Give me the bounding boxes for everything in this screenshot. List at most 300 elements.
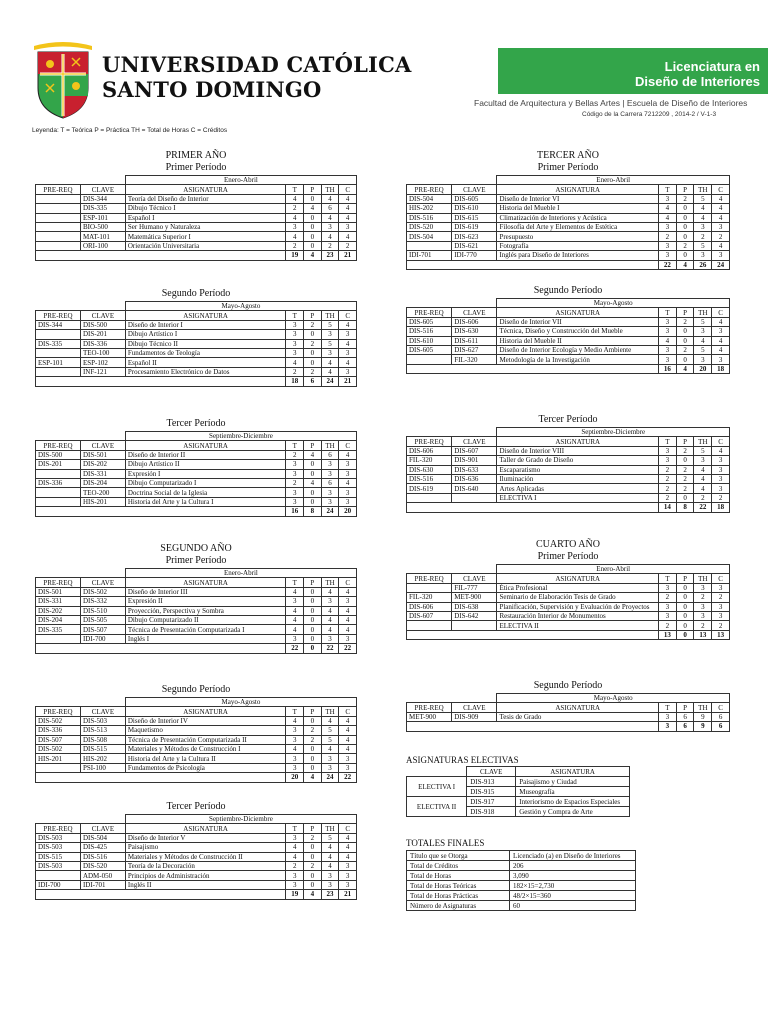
course-c: 3 xyxy=(712,456,730,465)
course-row xyxy=(36,194,357,203)
course-th: 3 xyxy=(694,583,712,592)
period-title: Segundo Período xyxy=(533,285,603,296)
course-clave xyxy=(452,621,497,630)
course-c: 4 xyxy=(339,852,357,861)
course-c: 4 xyxy=(339,339,357,348)
total-th: 9 xyxy=(694,722,712,731)
course-th: 3 xyxy=(694,456,712,465)
course-th: 3 xyxy=(321,871,339,880)
course-row xyxy=(36,330,357,339)
total-t: 22 xyxy=(658,260,676,269)
column-header-c: C xyxy=(339,707,357,716)
total-blank xyxy=(36,773,286,782)
total-th: 22 xyxy=(321,644,339,653)
total-p: 4 xyxy=(304,773,322,782)
course-c: 3 xyxy=(712,251,730,260)
totals-label: Total de Créditos xyxy=(407,861,510,871)
course-p: 0 xyxy=(304,716,322,725)
course-asignatura: Fundamentos de Psicología xyxy=(125,763,286,772)
course-p: 0 xyxy=(676,611,694,620)
course-row xyxy=(407,493,730,502)
total-th: 20 xyxy=(694,364,712,373)
course-row xyxy=(36,339,357,348)
total-t: 14 xyxy=(658,503,676,512)
column-header-th: TH xyxy=(321,824,339,833)
course-asignatura: Diseño de Interior III xyxy=(125,587,286,596)
course-t: 3 xyxy=(286,597,304,606)
course-prereq: DIS-516 xyxy=(407,327,452,336)
course-c: 4 xyxy=(339,194,357,203)
course-c: 4 xyxy=(339,615,357,624)
course-row xyxy=(407,611,730,620)
course-th: 3 xyxy=(694,251,712,260)
total-p: 0 xyxy=(304,644,322,653)
totals-row xyxy=(407,891,636,901)
total-t: 16 xyxy=(286,507,304,516)
course-asignatura: Orientación Universitaria xyxy=(125,241,286,250)
course-clave: DIS-515 xyxy=(80,744,125,753)
course-clave: DIS-636 xyxy=(452,474,497,483)
course-p: 0 xyxy=(304,460,322,469)
university-name xyxy=(102,52,411,102)
total-blank xyxy=(407,260,659,269)
course-asignatura: Matemática Superior I xyxy=(125,232,286,241)
course-prereq xyxy=(407,583,452,592)
course-c: 2 xyxy=(712,232,730,241)
blank-cell xyxy=(80,432,125,441)
course-c: 3 xyxy=(339,763,357,772)
faculty-line: Facultad de Arquitectura y Bellas Artes | Escuela de Diseño de Interiores xyxy=(474,98,748,108)
course-row xyxy=(36,597,357,606)
course-clave: DIS-909 xyxy=(452,712,497,721)
course-asignatura: Iluminación xyxy=(497,474,659,483)
period-months: Septiembre-Diciembre xyxy=(497,428,730,437)
block-y2-p3 xyxy=(35,801,357,900)
course-c: 3 xyxy=(339,488,357,497)
course-p: 0 xyxy=(676,456,694,465)
course-c: 4 xyxy=(339,744,357,753)
course-c: 4 xyxy=(339,478,357,487)
total-p: 4 xyxy=(304,251,322,260)
course-clave: DIS-633 xyxy=(452,465,497,474)
column-header-t: T xyxy=(658,703,676,712)
total-blank xyxy=(36,890,286,899)
totals-value: 182×15=2,730 xyxy=(510,881,636,891)
course-prereq: DIS-335 xyxy=(36,339,81,348)
course-prereq: DIS-630 xyxy=(407,465,452,474)
course-asignatura: Ética Profesional xyxy=(497,583,659,592)
column-header-t: T xyxy=(658,185,676,194)
course-th: 3 xyxy=(694,327,712,336)
course-clave: DIS-520 xyxy=(80,861,125,870)
course-th: 6 xyxy=(321,478,339,487)
column-header-clave: CLAVE xyxy=(80,578,125,587)
course-t: 3 xyxy=(658,446,676,455)
course-asignatura: Restauración Interior de Monumentos xyxy=(497,611,659,620)
course-asignatura: Historia del Mueble II xyxy=(497,336,659,345)
course-p: 2 xyxy=(676,194,694,203)
course-th: 4 xyxy=(694,204,712,213)
course-asignatura: Artes Aplicadas xyxy=(497,484,659,493)
total-c: 22 xyxy=(339,773,357,782)
total-th: 24 xyxy=(321,773,339,782)
course-p: 0 xyxy=(304,469,322,478)
course-c: 4 xyxy=(712,317,730,326)
course-p: 0 xyxy=(304,213,322,222)
totals-table xyxy=(406,850,636,911)
course-p: 0 xyxy=(676,602,694,611)
column-header-prereq: PRE-REQ xyxy=(407,185,452,194)
blank-cell xyxy=(452,176,497,185)
course-p: 0 xyxy=(676,593,694,602)
course-row xyxy=(36,634,357,643)
course-prereq: ESP-101 xyxy=(36,358,81,367)
course-t: 3 xyxy=(286,488,304,497)
course-t: 3 xyxy=(658,456,676,465)
course-clave: IDI-770 xyxy=(452,251,497,260)
course-p: 2 xyxy=(676,317,694,326)
course-p: 4 xyxy=(304,450,322,459)
course-prereq: HIS-201 xyxy=(36,754,81,763)
course-table xyxy=(406,427,730,513)
year-title: SEGUNDO AÑO xyxy=(160,543,232,554)
course-t: 3 xyxy=(286,833,304,842)
course-p: 0 xyxy=(304,358,322,367)
course-row xyxy=(36,587,357,596)
course-p: 2 xyxy=(676,446,694,455)
course-prereq: DIS-503 xyxy=(36,861,81,870)
course-prereq: DIS-336 xyxy=(36,478,81,487)
course-th: 4 xyxy=(321,232,339,241)
course-row xyxy=(407,345,730,354)
blank-cell xyxy=(407,565,452,574)
blank-cell xyxy=(407,299,452,308)
course-th: 6 xyxy=(321,450,339,459)
column-header-p: P xyxy=(304,824,322,833)
course-t: 3 xyxy=(658,345,676,354)
course-clave: DIS-611 xyxy=(452,336,497,345)
course-prereq xyxy=(407,241,452,250)
blank-cell xyxy=(80,698,125,707)
course-row xyxy=(407,336,730,345)
course-c: 4 xyxy=(712,345,730,354)
block-y1-p3 xyxy=(35,418,357,517)
course-asignatura: Presupuesto xyxy=(497,232,659,241)
course-asignatura: Diseño de Interior II xyxy=(125,450,286,459)
course-row xyxy=(36,615,357,624)
course-c: 3 xyxy=(339,634,357,643)
course-row xyxy=(36,488,357,497)
course-row xyxy=(36,241,357,250)
column-header-c: C xyxy=(712,308,730,317)
course-row xyxy=(407,213,730,222)
course-row xyxy=(407,602,730,611)
period-title: Tercer Período xyxy=(538,414,598,425)
total-t: 3 xyxy=(658,722,676,731)
course-p: 0 xyxy=(676,336,694,345)
course-row xyxy=(36,213,357,222)
electives-table xyxy=(406,766,630,817)
course-t: 3 xyxy=(658,355,676,364)
column-header-clave: CLAVE xyxy=(452,185,497,194)
course-clave: DIS-425 xyxy=(80,843,125,852)
course-prereq: DIS-335 xyxy=(36,625,81,634)
column-header-th: TH xyxy=(321,185,339,194)
course-th: 3 xyxy=(694,222,712,231)
course-th: 3 xyxy=(321,634,339,643)
elective-row xyxy=(407,797,630,807)
column-header-clave: CLAVE xyxy=(80,441,125,450)
course-t: 4 xyxy=(286,615,304,624)
totals-row xyxy=(407,861,636,871)
period-title: Primer Período xyxy=(537,162,599,173)
course-prereq: DIS-516 xyxy=(407,474,452,483)
course-row xyxy=(407,456,730,465)
course-row xyxy=(407,583,730,592)
course-asignatura: Dibujo Técnico I xyxy=(125,204,286,213)
total-c: 20 xyxy=(339,507,357,516)
course-t: 2 xyxy=(286,478,304,487)
course-p: 0 xyxy=(676,222,694,231)
course-asignatura: Técnica de Presentación Computarizada I xyxy=(125,625,286,634)
column-header-asignatura: ASIGNATURA xyxy=(125,311,286,320)
course-p: 0 xyxy=(676,493,694,502)
course-asignatura: Taller de Grado de Diseño xyxy=(497,456,659,465)
total-blank xyxy=(407,630,659,639)
course-c: 3 xyxy=(339,754,357,763)
elective-group-name: ELECTIVA II xyxy=(407,797,467,817)
column-header-prereq: PRE-REQ xyxy=(36,441,81,450)
course-row xyxy=(36,204,357,213)
course-asignatura: Inglés para Diseño de Interiores xyxy=(497,251,659,260)
column-header-asignatura: ASIGNATURA xyxy=(125,578,286,587)
course-c: 2 xyxy=(712,593,730,602)
totals-value: 3,090 xyxy=(510,871,636,881)
total-t: 22 xyxy=(286,644,304,653)
university-name-line2: SANTO DOMINGO xyxy=(102,77,322,102)
course-t: 2 xyxy=(286,450,304,459)
course-clave: TEO-200 xyxy=(80,488,125,497)
course-t: 3 xyxy=(286,469,304,478)
course-prereq: DIS-605 xyxy=(407,345,452,354)
course-p: 0 xyxy=(304,587,322,596)
course-row xyxy=(36,497,357,506)
course-asignatura: Técnica de Presentación Computarizada II xyxy=(125,735,286,744)
course-row xyxy=(36,763,357,772)
course-t: 3 xyxy=(658,194,676,203)
course-t: 3 xyxy=(286,339,304,348)
column-header-clave: CLAVE xyxy=(80,185,125,194)
period-months: Septiembre-Diciembre xyxy=(125,432,356,441)
course-table xyxy=(406,298,730,374)
total-c: 13 xyxy=(712,630,730,639)
course-th: 3 xyxy=(321,222,339,231)
course-asignatura: Expresión II xyxy=(125,597,286,606)
course-prereq: DIS-507 xyxy=(36,735,81,744)
column-header-c: C xyxy=(712,574,730,583)
course-p: 2 xyxy=(304,861,322,870)
course-clave: DIS-508 xyxy=(80,735,125,744)
course-row xyxy=(407,474,730,483)
course-th: 5 xyxy=(321,726,339,735)
course-th: 4 xyxy=(694,336,712,345)
course-row xyxy=(36,871,357,880)
course-asignatura: Historia del Arte y la Cultura II xyxy=(125,754,286,763)
course-row xyxy=(36,222,357,231)
course-c: 4 xyxy=(339,843,357,852)
career-code: Código de la Carrera 7212209 , 2014-2 / V-1-3 xyxy=(582,111,717,118)
course-row xyxy=(36,232,357,241)
course-clave: IDI-701 xyxy=(80,880,125,889)
course-c: 3 xyxy=(712,465,730,474)
total-p: 4 xyxy=(676,260,694,269)
course-th: 5 xyxy=(694,241,712,250)
course-th: 4 xyxy=(694,213,712,222)
column-header-asignatura: ASIGNATURA xyxy=(497,437,659,446)
course-prereq xyxy=(36,634,81,643)
course-table xyxy=(406,175,730,270)
column-header-t: T xyxy=(286,707,304,716)
course-clave: DIS-615 xyxy=(452,213,497,222)
course-th: 4 xyxy=(694,474,712,483)
course-asignatura: Dibujo Artístico II xyxy=(125,460,286,469)
course-c: 3 xyxy=(339,348,357,357)
course-t: 3 xyxy=(286,754,304,763)
course-asignatura: Teoría de la Decoración xyxy=(125,861,286,870)
course-t: 2 xyxy=(658,484,676,493)
course-th: 4 xyxy=(321,367,339,376)
course-th: 5 xyxy=(321,735,339,744)
column-header-t: T xyxy=(286,185,304,194)
total-p: 8 xyxy=(304,507,322,516)
course-prereq: DIS-619 xyxy=(407,484,452,493)
total-t: 19 xyxy=(286,251,304,260)
course-prereq: DIS-502 xyxy=(36,716,81,725)
column-header-prereq: PRE-REQ xyxy=(407,574,452,583)
course-asignatura: Inglés I xyxy=(125,634,286,643)
column-header-clave: CLAVE xyxy=(80,824,125,833)
total-th: 26 xyxy=(694,260,712,269)
course-prereq xyxy=(407,493,452,502)
total-th: 23 xyxy=(321,251,339,260)
blank-cell xyxy=(452,428,497,437)
course-t: 2 xyxy=(658,593,676,602)
column-header-clave: CLAVE xyxy=(452,574,497,583)
course-asignatura: Materiales y Métodos de Construcción II xyxy=(125,852,286,861)
total-t: 13 xyxy=(658,630,676,639)
totals-value: 206 xyxy=(510,861,636,871)
block-y4-p2 xyxy=(406,680,730,732)
course-c: 4 xyxy=(339,450,357,459)
totals-label: Total de Horas Prácticas xyxy=(407,891,510,901)
course-prereq xyxy=(36,330,81,339)
course-row xyxy=(36,348,357,357)
course-asignatura: Paisajismo xyxy=(125,843,286,852)
course-clave: DIS-204 xyxy=(80,478,125,487)
course-th: 3 xyxy=(321,469,339,478)
course-p: 0 xyxy=(676,621,694,630)
column-header-prereq: PRE-REQ xyxy=(36,578,81,587)
total-p: 0 xyxy=(676,630,694,639)
column-header-c: C xyxy=(339,185,357,194)
course-c: 3 xyxy=(339,597,357,606)
course-t: 2 xyxy=(286,367,304,376)
course-asignatura: Filosofía del Arte y Elementos de Estética xyxy=(497,222,659,231)
course-p: 2 xyxy=(304,833,322,842)
total-p: 4 xyxy=(676,364,694,373)
total-c: 21 xyxy=(339,377,357,386)
course-row xyxy=(36,744,357,753)
course-row xyxy=(407,317,730,326)
course-th: 5 xyxy=(694,446,712,455)
total-blank xyxy=(407,364,659,373)
course-c: 2 xyxy=(712,493,730,502)
elective-asignatura: Gestión y Compra de Arte xyxy=(516,807,630,817)
course-clave: DIS-505 xyxy=(80,615,125,624)
course-c: 3 xyxy=(339,497,357,506)
total-c: 6 xyxy=(712,722,730,731)
course-c: 3 xyxy=(712,484,730,493)
course-c: 3 xyxy=(339,880,357,889)
elective-asignatura: Museografía xyxy=(516,787,630,797)
blank-cell xyxy=(36,432,81,441)
column-header-t: T xyxy=(658,574,676,583)
course-asignatura: Maquetismo xyxy=(125,726,286,735)
column-header-c: C xyxy=(339,441,357,450)
course-clave: ESP-102 xyxy=(80,358,125,367)
column-header-asignatura: ASIGNATURA xyxy=(125,707,286,716)
period-title: Segundo Período xyxy=(161,288,231,299)
course-c: 3 xyxy=(712,474,730,483)
course-row xyxy=(36,716,357,725)
column-header-p: P xyxy=(676,437,694,446)
course-t: 2 xyxy=(286,204,304,213)
course-prereq: DIS-336 xyxy=(36,726,81,735)
course-asignatura: Diseño de Interior VI xyxy=(497,194,659,203)
period-title: Segundo Período xyxy=(161,684,231,695)
course-row xyxy=(36,478,357,487)
column-header-t: T xyxy=(658,437,676,446)
course-asignatura: Teoría del Diseño de Interior xyxy=(125,194,286,203)
course-p: 0 xyxy=(304,348,322,357)
course-c: 4 xyxy=(712,204,730,213)
course-clave: DIS-501 xyxy=(80,450,125,459)
course-prereq: DIS-606 xyxy=(407,602,452,611)
course-t: 3 xyxy=(658,241,676,250)
course-th: 5 xyxy=(694,317,712,326)
course-c: 3 xyxy=(339,222,357,231)
course-row xyxy=(407,327,730,336)
course-t: 4 xyxy=(286,606,304,615)
total-c: 24 xyxy=(712,260,730,269)
block-y2-p2 xyxy=(35,684,357,783)
course-t: 3 xyxy=(286,735,304,744)
course-asignatura: Ser Humano y Naturaleza xyxy=(125,222,286,231)
course-prereq xyxy=(36,232,81,241)
course-th: 4 xyxy=(321,625,339,634)
course-clave: MAT-101 xyxy=(80,232,125,241)
course-th: 3 xyxy=(321,597,339,606)
elective-clave: DIS-915 xyxy=(467,787,516,797)
column-header-p: P xyxy=(676,703,694,712)
course-prereq: IDI-700 xyxy=(36,880,81,889)
course-asignatura: ELECTIVA I xyxy=(497,493,659,502)
course-row xyxy=(36,861,357,870)
course-clave: TEO-100 xyxy=(80,348,125,357)
course-c: 4 xyxy=(339,213,357,222)
blank-cell xyxy=(452,565,497,574)
totals-label: Título que se Otorga xyxy=(407,851,510,861)
